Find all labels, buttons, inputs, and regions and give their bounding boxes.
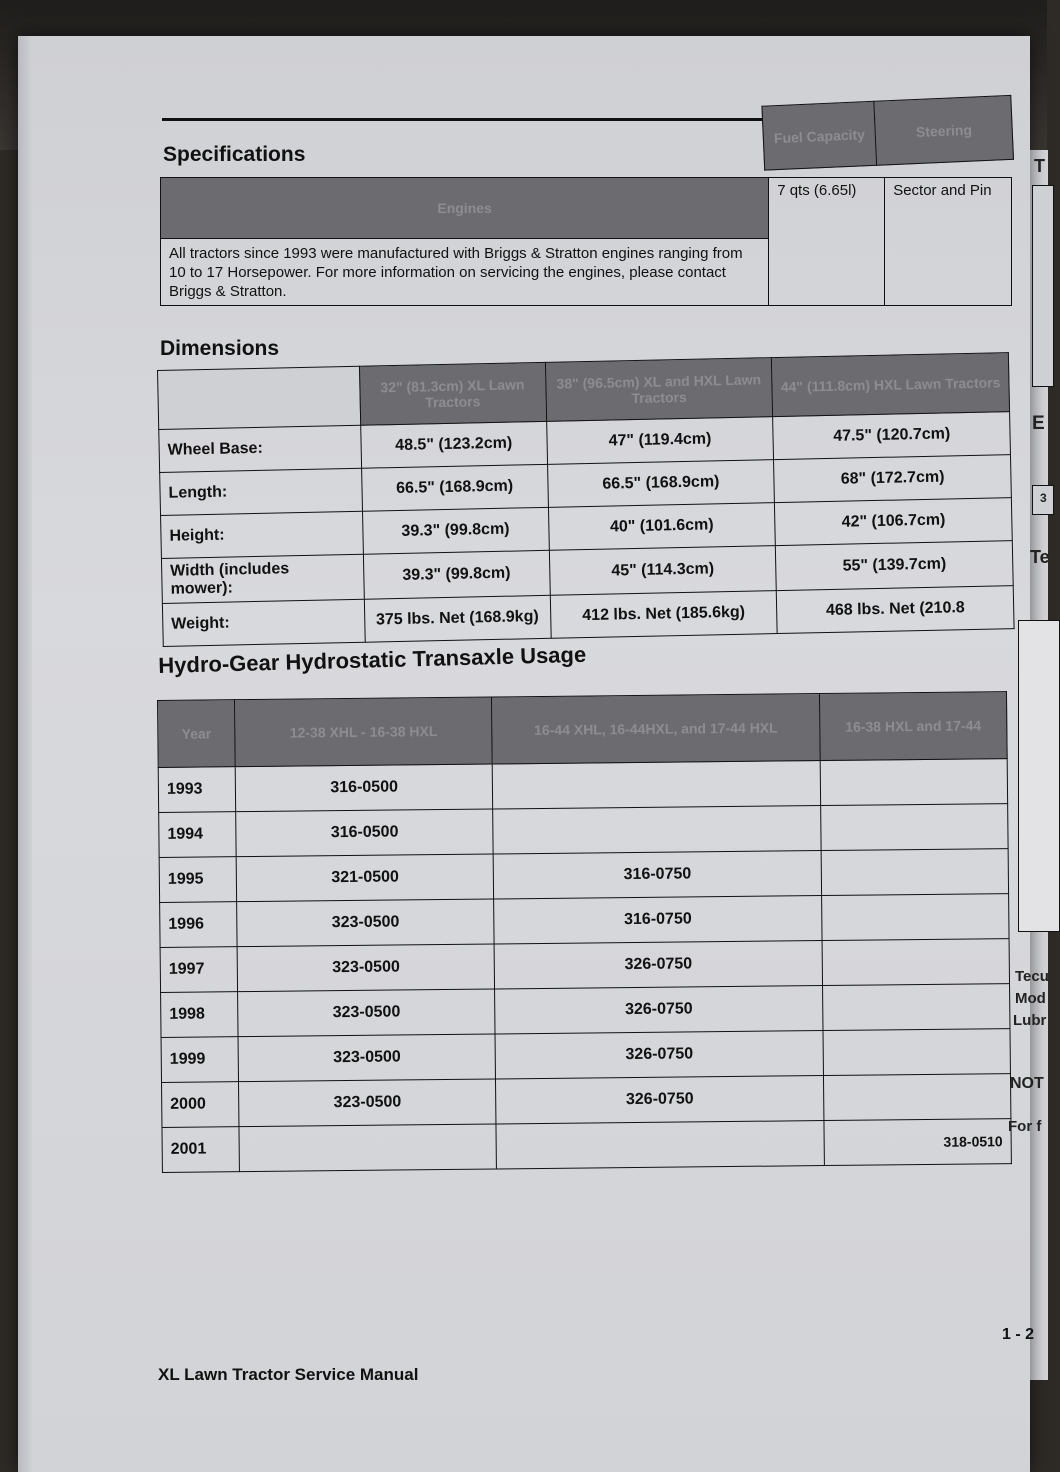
- year-cell: 1996: [160, 902, 238, 948]
- header-year: Year: [158, 700, 236, 768]
- cell: 48.5" (123.2cm): [360, 421, 547, 468]
- cell: 45" (114.3cm): [549, 546, 777, 596]
- cell: [496, 1121, 824, 1169]
- cell: [823, 1029, 1011, 1076]
- cell: 326-0750: [495, 986, 823, 1034]
- cell: [493, 806, 821, 854]
- cell: 323-0500: [239, 1079, 497, 1127]
- year-cell: 1995: [159, 857, 237, 903]
- specifications-title: Specifications: [163, 143, 306, 166]
- year-cell: 1993: [158, 767, 236, 813]
- cell: [822, 984, 1010, 1031]
- row-label: Length:: [160, 468, 362, 515]
- fragment-t: T: [1034, 156, 1045, 176]
- header-fuel-capacity: Fuel Capacity: [762, 101, 877, 170]
- header-16-38: 16-38 HXL and 17-44: [819, 692, 1007, 761]
- cell: 40" (101.6cm): [548, 503, 776, 551]
- cell: 321-0500: [236, 854, 494, 902]
- fragment-lubr: Lubr: [1013, 1012, 1047, 1029]
- header-engines: Engines: [161, 178, 769, 239]
- cell: 318-0510: [824, 1119, 1012, 1166]
- fuel-capacity-value: 7 qts (6.65l): [769, 178, 885, 306]
- manual-title: XL Lawn Tractor Service Manual: [158, 1365, 419, 1384]
- cell: [239, 1124, 497, 1172]
- fragment-image-box: [1018, 620, 1060, 932]
- cell: 323-0500: [237, 899, 495, 947]
- dimensions-title: Dimensions: [160, 337, 280, 360]
- specifications-body-table: [160, 177, 1012, 306]
- cell: 323-0500: [238, 989, 496, 1037]
- year-cell: 1997: [160, 947, 238, 993]
- cell: 412 lbs. Net (185.6kg): [550, 591, 778, 639]
- cell: [822, 939, 1010, 986]
- cell: 66.5" (168.9cm): [547, 460, 775, 508]
- cell: 47.5" (120.7cm): [773, 412, 1010, 460]
- cell: 326-0750: [496, 1076, 824, 1124]
- header-12-38: 12-38 XHL - 16-38 HXL: [235, 697, 493, 767]
- hydro-gear-title: Hydro-Gear Hydrostatic Transaxle Usage: [158, 641, 587, 678]
- cell: 323-0500: [237, 944, 495, 992]
- cell: 42" (106.7cm): [775, 498, 1012, 546]
- fragment-table: [1032, 185, 1054, 387]
- steering-value: Sector and Pin: [885, 178, 1012, 306]
- page-binding-edge: [18, 36, 32, 1472]
- row-label: Wheel Base:: [159, 425, 361, 472]
- header-steering: Steering: [874, 95, 1013, 165]
- cell: [820, 759, 1008, 806]
- year-cell: 1994: [159, 812, 237, 858]
- row-label: Weight:: [162, 599, 364, 646]
- cell: 468 lbs. Net (210.8: [777, 586, 1014, 634]
- cell: 39.3" (99.8cm): [363, 550, 550, 599]
- cell: 39.3" (99.8cm): [362, 507, 549, 554]
- fragment-3: 3: [1040, 491, 1047, 505]
- header-44in: 44" (111.8cm) HXL Lawn Tractors: [772, 353, 1010, 417]
- table-row: [162, 1119, 1011, 1173]
- cell: 68" (172.7cm): [774, 455, 1011, 503]
- cell: 316-0500: [235, 764, 493, 812]
- year-cell: 1998: [161, 992, 239, 1038]
- engines-description: All tractors since 1993 were manufactured with Briggs & Stratton engines ranging from 10 to 17 Horsepower. For more information on servicing the engines, please contact Briggs & Stratton.: [161, 239, 769, 306]
- cell: 47" (119.4cm): [546, 417, 774, 465]
- year-cell: 2001: [162, 1127, 240, 1173]
- cell: [821, 894, 1009, 941]
- cell: 375 lbs. Net (168.9kg): [364, 595, 551, 642]
- cell: [493, 761, 821, 809]
- year-cell: 1999: [161, 1037, 239, 1083]
- year-cell: 2000: [162, 1082, 240, 1128]
- cell: 66.5" (168.9cm): [361, 464, 548, 511]
- cell: 326-0750: [495, 1031, 823, 1079]
- cell: 316-0750: [494, 896, 822, 944]
- page-number: 1 - 2: [1002, 1326, 1035, 1343]
- row-label: Width (includes mower):: [161, 554, 364, 603]
- dimensions-table: [157, 352, 1015, 647]
- cell: 326-0750: [494, 941, 822, 989]
- cell: [823, 1074, 1011, 1121]
- fragment-e: E: [1032, 413, 1045, 434]
- fragment-te: Te: [1030, 547, 1050, 567]
- cell: 323-0500: [238, 1034, 496, 1082]
- fragment-tecu: Tecu: [1015, 968, 1049, 985]
- cell: 316-0750: [494, 851, 822, 899]
- row-label: Height:: [161, 511, 363, 558]
- fragment-for: For f: [1008, 1118, 1042, 1135]
- fragment-note: NOT: [1010, 1075, 1044, 1092]
- hydro-gear-table: [157, 691, 1012, 1173]
- header-38in: 38" (96.5cm) XL and HXL Lawn Tractors: [545, 358, 773, 422]
- cell: 316-0500: [236, 809, 494, 857]
- cell: 55" (139.7cm): [776, 541, 1014, 591]
- fragment-mod: Mod: [1015, 990, 1046, 1007]
- header-16-44: 16-44 XHL, 16-44HXL, and 17-44 HXL: [492, 694, 820, 764]
- header-32in: 32" (81.3cm) XL Lawn Tractors: [359, 362, 546, 425]
- cell: [821, 849, 1009, 896]
- cell: [820, 804, 1008, 851]
